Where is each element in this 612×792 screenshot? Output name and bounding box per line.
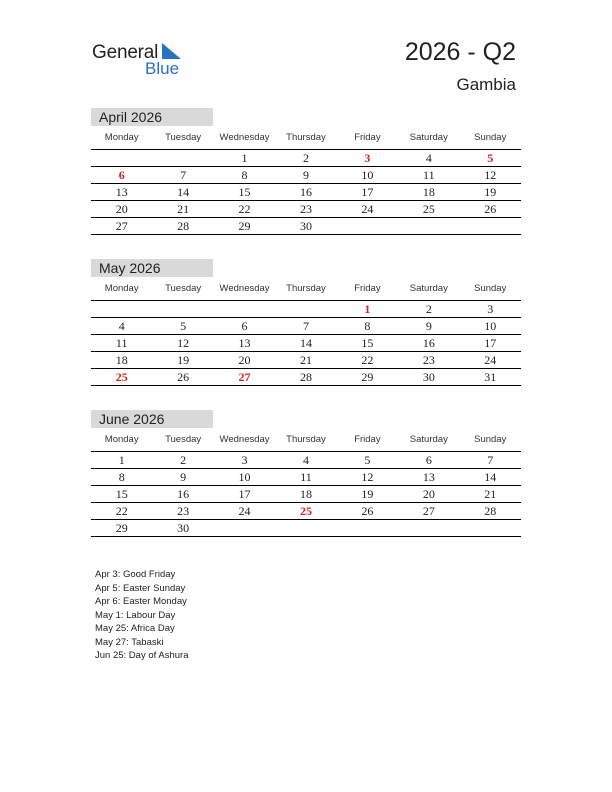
day-cell: 5 (180, 319, 187, 333)
week-row (91, 218, 521, 235)
day-cell: 5 (364, 453, 371, 467)
day-cell: 9 (302, 168, 309, 182)
day-cell: 4 (302, 453, 309, 467)
day-cell: 22 (238, 202, 251, 216)
week-row (91, 167, 521, 184)
holiday-list (95, 568, 188, 663)
day-cell: 24 (484, 353, 497, 367)
logo (92, 40, 192, 80)
logo-text-general: General (92, 42, 159, 63)
day-cell: 11 (300, 470, 312, 484)
day-cell: 20 (115, 202, 128, 216)
holiday-note: Apr 3: Good Friday (95, 569, 176, 580)
weekday-label: Tuesday (165, 434, 202, 445)
weekday-label: Tuesday (165, 132, 202, 143)
day-cell: 20 (422, 487, 435, 501)
day-cell: 28 (484, 504, 497, 518)
month-block-april (91, 108, 521, 235)
weekday-label: Friday (354, 132, 381, 143)
week-row (91, 503, 521, 520)
day-cell: 4 (425, 151, 432, 165)
empty-day-cell (91, 150, 152, 166)
empty-day-cell (91, 301, 152, 317)
day-cell: 16 (177, 487, 190, 501)
weekday-label: Saturday (409, 283, 448, 294)
month-block-june (91, 410, 521, 537)
weekday-label: Thursday (286, 283, 326, 294)
day-cell: 16 (299, 185, 312, 199)
day-cell: 19 (484, 185, 497, 199)
weekday-label: Monday (104, 434, 139, 445)
empty-day-cell (460, 520, 521, 536)
day-cell: 15 (361, 336, 374, 350)
day-cell: 30 (299, 219, 312, 233)
day-cell: 12 (177, 336, 190, 350)
month-title: June 2026 (91, 410, 213, 428)
day-cell: 12 (484, 168, 497, 182)
week-row (91, 318, 521, 335)
weekday-label: Thursday (286, 132, 326, 143)
day-cell: 21 (299, 353, 312, 367)
day-cell: 10 (361, 168, 374, 182)
day-cell: 30 (177, 521, 190, 535)
holiday-day-cell: 27 (238, 370, 251, 384)
empty-day-cell (275, 301, 336, 317)
week-row (91, 201, 521, 218)
weekday-label: Wednesday (219, 434, 270, 445)
week-row (91, 469, 521, 486)
day-cell: 11 (115, 336, 128, 350)
day-cell: 18 (299, 487, 312, 501)
day-cell: 14 (484, 470, 497, 484)
empty-day-cell (337, 218, 398, 234)
day-cell: 16 (422, 336, 435, 350)
week-row (91, 452, 521, 469)
weekday-header-row (91, 283, 521, 301)
day-cell: 3 (241, 453, 248, 467)
day-cell: 2 (180, 453, 187, 467)
day-cell: 20 (238, 353, 251, 367)
holiday-note: May 1: Labour Day (95, 609, 176, 621)
day-cell: 24 (361, 202, 374, 216)
holiday-note: May 27: Tabaski (95, 636, 164, 648)
empty-day-cell (275, 520, 336, 536)
weekday-label: Sunday (474, 283, 507, 294)
day-cell: 17 (238, 487, 251, 501)
day-cell: 8 (118, 470, 125, 484)
day-cell: 22 (361, 353, 374, 367)
week-row (91, 520, 521, 537)
day-cell: 27 (115, 219, 128, 233)
day-cell: 26 (177, 370, 190, 384)
day-cell: 29 (115, 521, 128, 535)
empty-day-cell (214, 520, 275, 536)
day-cell: 19 (177, 353, 190, 367)
day-cell: 25 (422, 202, 435, 216)
weekday-label: Monday (104, 132, 139, 143)
empty-day-cell (214, 301, 275, 317)
day-cell: 12 (361, 470, 374, 484)
day-cell: 10 (238, 470, 251, 484)
holiday-note: Apr 5: Easter Sunday (95, 582, 186, 594)
weekday-label: Sunday (474, 434, 507, 445)
week-row (91, 352, 521, 369)
weekday-label: Wednesday (219, 283, 270, 294)
logo-text-blue: Blue (145, 59, 180, 78)
week-row (91, 335, 521, 352)
holiday-note: May 25: Africa Day (95, 623, 175, 634)
weekday-label: Sunday (474, 132, 507, 143)
day-cell: 8 (364, 319, 371, 333)
day-cell: 9 (425, 319, 432, 333)
day-cell: 26 (484, 202, 497, 216)
empty-day-cell (337, 520, 398, 536)
day-cell: 3 (487, 302, 494, 316)
holiday-day-cell: 6 (118, 168, 125, 182)
page-title: 2026 - Q2 (404, 38, 516, 66)
day-cell: 13 (422, 470, 435, 484)
day-cell: 18 (115, 353, 128, 367)
day-cell: 8 (241, 168, 248, 182)
day-cell: 2 (425, 302, 432, 316)
holiday-day-cell: 3 (364, 151, 371, 165)
holiday-day-cell: 25 (115, 370, 128, 384)
day-cell: 13 (115, 185, 128, 199)
day-cell: 2 (302, 151, 309, 165)
empty-day-cell (460, 218, 521, 234)
weekday-label: Monday (104, 283, 139, 294)
day-cell: 13 (238, 336, 251, 350)
day-cell: 19 (361, 487, 374, 501)
day-cell: 7 (302, 319, 309, 333)
day-cell: 28 (299, 370, 312, 384)
day-cell: 28 (177, 219, 190, 233)
day-cell: 7 (487, 453, 494, 467)
day-cell: 1 (241, 151, 248, 165)
holiday-note: Jun 25: Day of Ashura (95, 650, 189, 661)
weekday-label: Thursday (286, 434, 326, 445)
empty-day-cell (152, 150, 213, 166)
day-cell: 31 (484, 370, 497, 384)
day-cell: 1 (118, 453, 125, 467)
day-cell: 15 (238, 185, 251, 199)
weekday-label: Friday (354, 434, 381, 445)
day-cell: 10 (484, 319, 497, 333)
week-row (91, 301, 521, 318)
weekday-header-row (91, 132, 521, 150)
day-cell: 18 (422, 185, 435, 199)
day-cell: 21 (484, 487, 497, 501)
day-cell: 27 (422, 504, 435, 518)
empty-day-cell (398, 218, 459, 234)
day-cell: 4 (118, 319, 125, 333)
day-cell: 17 (361, 185, 374, 199)
week-row (91, 369, 521, 386)
holiday-note: Apr 6: Easter Monday (95, 596, 187, 607)
day-cell: 14 (299, 336, 312, 350)
country-name: Gambia (456, 75, 516, 94)
week-row (91, 184, 521, 201)
weekday-header-row (91, 434, 521, 452)
day-cell: 6 (425, 453, 432, 467)
day-cell: 22 (115, 504, 128, 518)
day-cell: 29 (238, 219, 251, 233)
empty-day-cell (398, 520, 459, 536)
day-cell: 30 (422, 370, 435, 384)
day-cell: 26 (361, 504, 374, 518)
day-cell: 6 (241, 319, 248, 333)
week-row (91, 150, 521, 167)
weekday-label: Friday (354, 283, 381, 294)
day-cell: 15 (115, 487, 128, 501)
day-cell: 14 (177, 185, 190, 199)
day-cell: 29 (361, 370, 374, 384)
holiday-day-cell: 1 (364, 302, 371, 316)
weekday-label: Tuesday (165, 283, 202, 294)
holiday-day-cell: 5 (487, 151, 494, 165)
day-cell: 21 (177, 202, 190, 216)
day-cell: 11 (423, 168, 435, 182)
day-cell: 17 (484, 336, 497, 350)
day-cell: 9 (180, 470, 187, 484)
weekday-label: Saturday (409, 132, 448, 143)
empty-day-cell (152, 301, 213, 317)
week-row (91, 486, 521, 503)
day-cell: 7 (180, 168, 187, 182)
month-title: April 2026 (91, 108, 213, 126)
month-block-may (91, 259, 521, 386)
day-cell: 23 (422, 353, 435, 367)
day-cell: 23 (177, 504, 190, 518)
day-cell: 23 (299, 202, 312, 216)
weekday-label: Saturday (409, 434, 448, 445)
holiday-day-cell: 25 (299, 504, 312, 518)
day-cell: 24 (238, 504, 251, 518)
month-title: May 2026 (91, 259, 213, 277)
weekday-label: Wednesday (219, 132, 270, 143)
